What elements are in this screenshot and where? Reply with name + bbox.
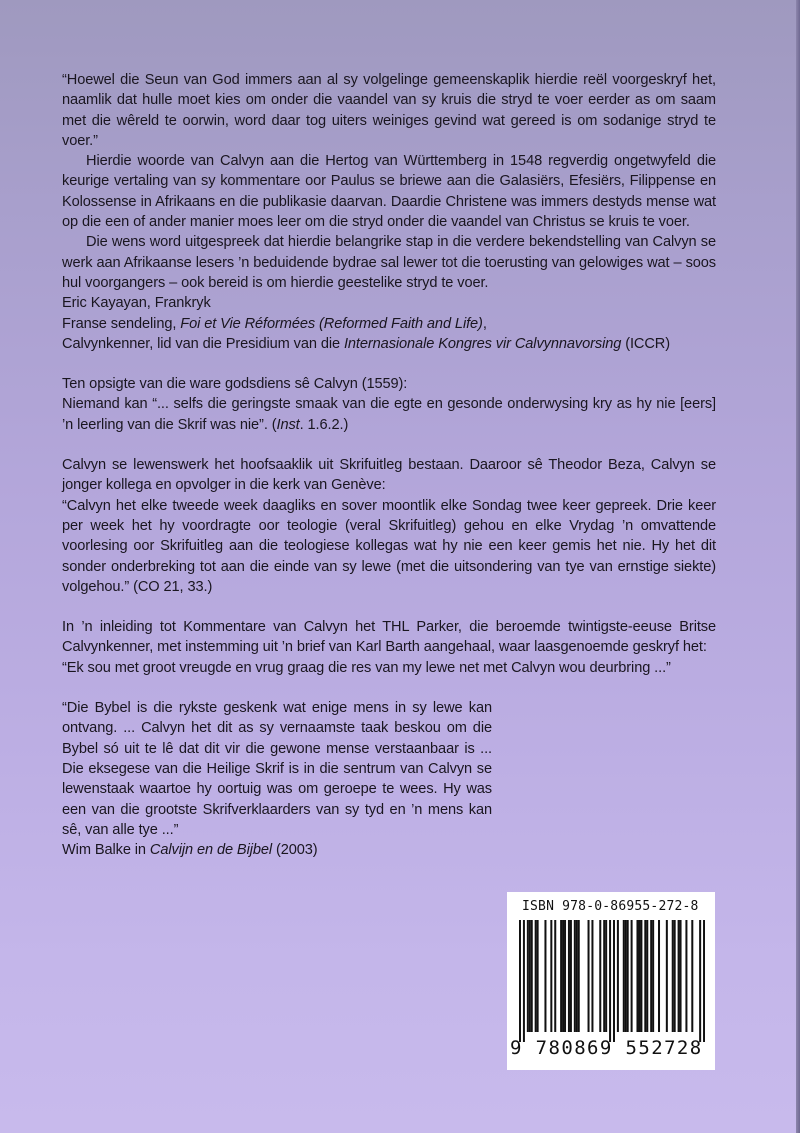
- barcode-bar: [535, 920, 537, 1032]
- signature-role: Franse sendeling, Foi et Vie Réformées (Reformed Faith and Life),: [62, 315, 487, 332]
- calvin-quote-paragraph: “Hoewel die Seun van God immers aan al sy volgelinge gemeenskaplik hierdie reël voorgeskryf het, naamlik dat hulle moet kies om onder die vaandel van sy kruis die stryd te voer eerder as om saam met die wêreld te oorwin, word daar tog uiters weiniges gevind wat gereed is om sodanige stryd te voer.”: [62, 72, 716, 149]
- barcode-bar: [644, 920, 646, 1032]
- barcode-bar: [652, 920, 654, 1032]
- barcode-bar: [640, 920, 642, 1032]
- isbn-barcode: [507, 892, 715, 1070]
- barcode-bar: [564, 920, 566, 1032]
- barcode-bar: [605, 920, 607, 1032]
- blurb-text: [62, 70, 716, 860]
- barcode-bar: [531, 920, 533, 1032]
- barcode-bar: [680, 920, 682, 1032]
- balke-quote: “Die Bybel is die rykste geskenk wat enige mens in sy lewe kan ontvang. ... Calvyn het dit as sy vernaamste taak beskou om die Bybel só uit te lê dat dit vir die gewone mense verstaanbaar is ... Die eksegese van die Heilige Skrif is in die sentrum van Calvyn se lewenstaak waartoe hy oortuig was om geroepe te wees. Hy was een van die grootste Skrifverklaarders van sy tyd en ’n mens kan sê, van alle tye ...”: [62, 700, 492, 838]
- barcode-bar: [678, 920, 680, 1032]
- translation-paragraph: Hierdie woorde van Calvyn aan die Hertog van Württemberg in 1548 regverdig ongetwyfeld die keurige vertaling van sy kommentare oor Paulus se briewe aan die Galasiërs, Efesiërs, Filippense en Kolossense in Afrikaans en die publikasie daarvan. Daardie Christene was immers destyds mense wat op die een of ander manier moes leer om die stryd onder die vaandel van Christus se kruis te voer.: [62, 153, 716, 231]
- barcode-bar: [599, 920, 601, 1032]
- beza-quote: “Calvyn het elke tweede week daagliks en sover moontlik elke Sondag twee keer gepreek. Drie keer per week het hy voordragte oor teologie (veral Skrifuitleg) gehou en elke Vrydag ’n omvattende voorlesing oor Skrifuitleg aan die teologiese kollegas wat hy nie een keer gemis het nie. Hy het dit sonder onderbreking tot aan die einde van sy lewe (met die uitsondering van tye van ernstige siekte) volgehou.” (CO 21, 33.): [62, 497, 716, 595]
- barcode-bar: [685, 920, 687, 1032]
- barcode-bar: [544, 920, 546, 1032]
- institutes-quote: Niemand kan “... selfs die geringste smaak van die egte en gesonde onderwysing kry as hy nie [eers] ’n leerling van die Skrif was nie”. (Inst. 1.6.2.): [62, 396, 716, 433]
- true-religion-intro: Ten opsigte van die ware godsdiens sê Calvyn (1559):: [62, 376, 408, 393]
- barcode-bar: [672, 920, 674, 1032]
- beza-intro: Calvyn se lewenswerk het hoofsaaklik uit Skrifuitleg bestaan. Daaroor sê Theodor Beza, Calvyn se jonger kollega en opvolger in die kerk van Genève:: [62, 457, 716, 494]
- barcode-bar: [570, 920, 572, 1032]
- wish-paragraph: Die wens word uitgespreek dat hierdie belangrike stap in die verdere bekendstelling van Calvyn se werk aan Afrikaanse lesers ’n beduidende bydrae sal lewer tot die toerusting van gelowiges wat – soos hul voorgangers – ook bereid is om hierdie geestelike stryd te voer.: [62, 234, 716, 291]
- ean-digits: 9 780869 552728: [510, 1037, 703, 1059]
- book-edge: [796, 0, 800, 1133]
- barcode-bar: [554, 920, 556, 1032]
- barcode-bar: [560, 920, 562, 1032]
- barcode-bar: [603, 920, 605, 1032]
- barcode-guard-bar: [523, 920, 525, 1042]
- barcode-bar: [576, 920, 578, 1032]
- barcode-guard-bar: [609, 920, 611, 1042]
- barcode-bar: [627, 920, 629, 1032]
- barcode-bar: [658, 920, 660, 1032]
- barcode-guard-bar: [613, 920, 615, 1042]
- barcode-bar: [591, 920, 593, 1032]
- barcode-bars: [519, 920, 705, 1042]
- barcode-bar: [638, 920, 640, 1032]
- barcode-bar: [588, 920, 590, 1032]
- barcode-bar: [537, 920, 539, 1032]
- barcode-bar: [646, 920, 648, 1032]
- barcode-guard-bar: [699, 920, 701, 1042]
- barcode-guard-bar: [519, 920, 521, 1042]
- barcode-guard-bar: [703, 920, 705, 1042]
- barcode-bar: [550, 920, 552, 1032]
- barcode-bar: [623, 920, 625, 1032]
- barth-intro: In ’n inleiding tot Kommentare van Calvyn het THL Parker, die beroemde twintigste-eeuse Britse Calvynkenner, met instemming uit ’n brief van Karl Barth aangehaal, waar laasgenoemde geskryf het:: [62, 619, 716, 656]
- signature-affiliation: Calvynkenner, lid van die Presidium van die Internasionale Kongres vir Calvynnavorsing (ICCR): [62, 335, 670, 352]
- barcode-bar: [527, 920, 529, 1032]
- barcode-bar: [568, 920, 570, 1032]
- barcode-bar: [636, 920, 638, 1032]
- barcode-bar: [529, 920, 531, 1032]
- barcode-bar: [650, 920, 652, 1032]
- barcode-bar: [562, 920, 564, 1032]
- barcode-bar: [578, 920, 580, 1032]
- balke-attribution: Wim Balke in Calvijn en de Bijbel (2003): [62, 842, 318, 859]
- isbn-label: ISBN 978-0-86955-272-8: [522, 899, 699, 914]
- barcode-bar: [574, 920, 576, 1032]
- barcode-bar: [631, 920, 633, 1032]
- barcode-bar: [625, 920, 627, 1032]
- barcode-bar: [674, 920, 676, 1032]
- signature-name: Eric Kayayan, Frankryk: [62, 295, 211, 312]
- barth-quote: “Ek sou met groot vreugde en vrug graag die res van my lewe net met Calvyn wou deurbring ...”: [62, 659, 671, 676]
- barcode-bar: [691, 920, 693, 1032]
- barcode-bar: [666, 920, 668, 1032]
- barcode-bar: [617, 920, 619, 1032]
